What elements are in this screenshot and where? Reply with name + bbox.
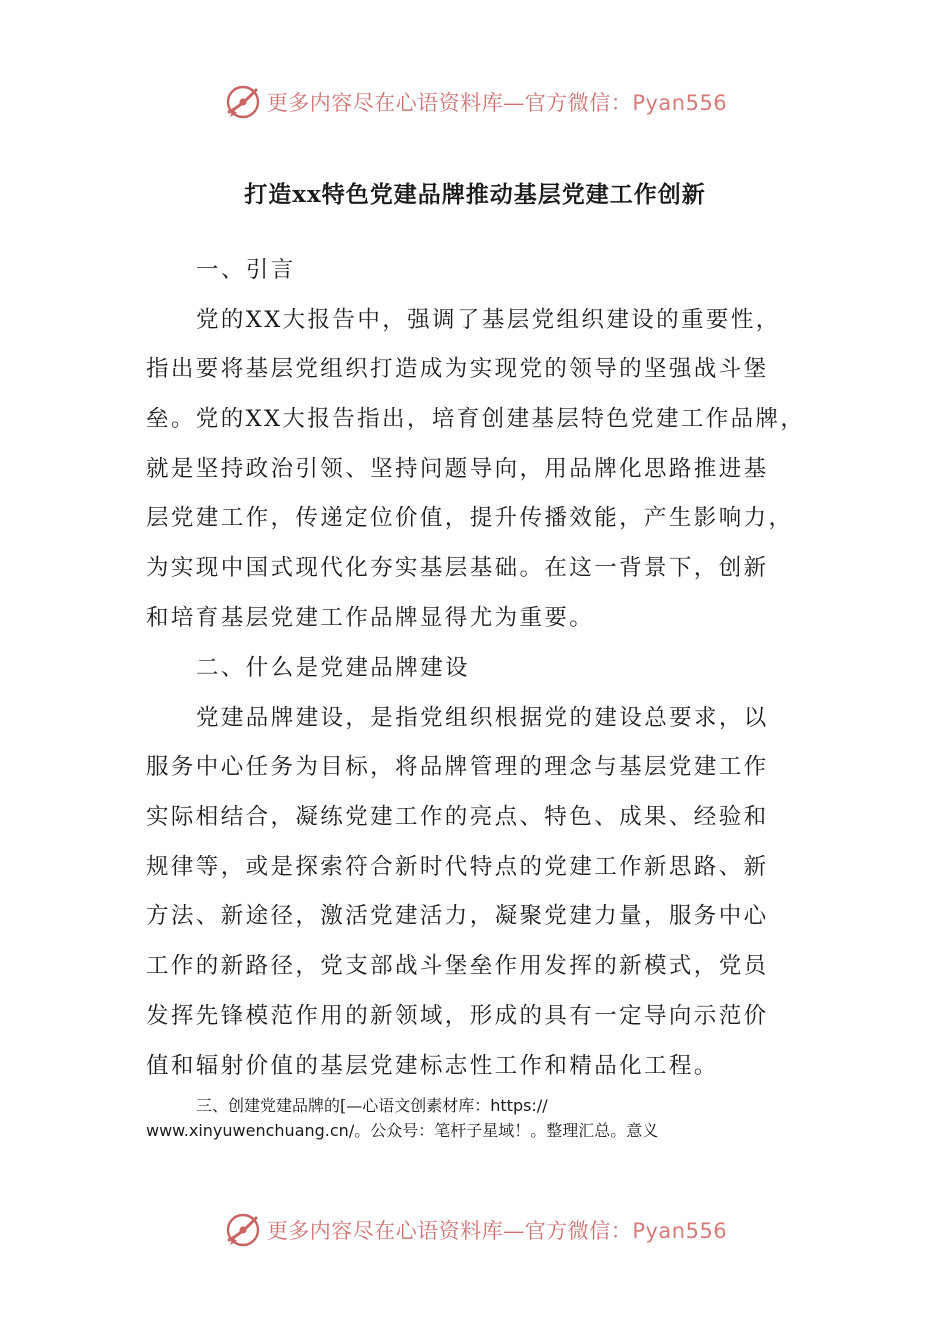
paragraph-line: 垒。党的XX大报告指出，培育创建基层特色党建工作品牌， [146,406,806,433]
paragraph-line: 规律等，或是探索符合新时代特点的党建工作新思路、新 [146,853,769,880]
paragraph-line: 值和辐射价值的基层党建标志性工作和精品化工程。 [146,1052,719,1079]
watermark-banner-bottom [0,1208,950,1252]
watermark-text [267,87,727,117]
section-heading-intro: 一、引言 [196,257,296,283]
section3-link-prefix: https:// [490,1096,548,1115]
paragraph-line: 为实现中国式现代化夯实基层基础。在这一背景下，创新 [146,555,769,582]
section-brand-building [146,644,769,1091]
watermark-wechat-id: Pyan556 [632,1219,728,1243]
paragraph-line: 方法、新途径，激活党建活力，凝聚党建力量，服务中心 [146,903,769,930]
paragraph-line: 和培育基层党建工作品牌显得尤为重要。 [146,604,595,631]
section3-line1-cn: 三、创建党建品牌的[—心语文创素材库： [196,1096,491,1115]
watermark-cn: 更多内容尽在心语资料库—官方微信： [266,91,633,115]
small-line [146,1093,658,1118]
watermark-cn: 更多内容尽在心语资料库—官方微信： [266,1219,633,1243]
section3-link-domain: www.xinyuwenchuang.cn/ [146,1121,355,1140]
section-heading-brand: 二、什么是党建品牌建设 [196,655,470,681]
pen-logo-icon [223,82,263,122]
section-intro [146,246,805,644]
watermark-wechat-id: Pyan556 [632,91,728,115]
paragraph-line: 层党建工作，传递定位价值，提升传播效能，产生影响力， [146,505,794,532]
small-line [146,1118,658,1143]
paragraph-line: 工作的新路径，党支部战斗堡垒作用发挥的新模式，党员 [146,953,769,980]
paragraph-line: 发挥先锋模范作用的新领域，形成的具有一定导向示范价 [146,1002,769,1029]
section3-line2-cn: 。公众号：笔杆子星域！。整理汇总。意义 [354,1121,659,1140]
paragraph-line: 党的XX大报告中，强调了基层党组织建设的重要性， [196,306,781,333]
paragraph-line: 服务中心任务为目标，将品牌管理的理念与基层党建工作 [146,754,769,781]
paragraph-line: 党建品牌建设，是指党组织根据党的建设总要求，以 [196,704,769,731]
document-title: 打造xx特色党建品牌推动基层党建工作创新 [244,181,706,208]
paragraph-line: 实际相结合，凝练党建工作的亮点、特色、成果、经验和 [146,804,769,831]
paragraph-line: 就是坚持政治引领、坚持问题导向，用品牌化思路推进基 [146,455,769,482]
watermark-text [267,1215,727,1245]
pen-logo-icon [223,1210,263,1250]
watermark-banner-top [0,80,950,124]
section-significance [146,1093,658,1143]
paragraph-line: 指出要将基层党组织打造成为实现党的领导的坚强战斗堡 [146,356,769,383]
